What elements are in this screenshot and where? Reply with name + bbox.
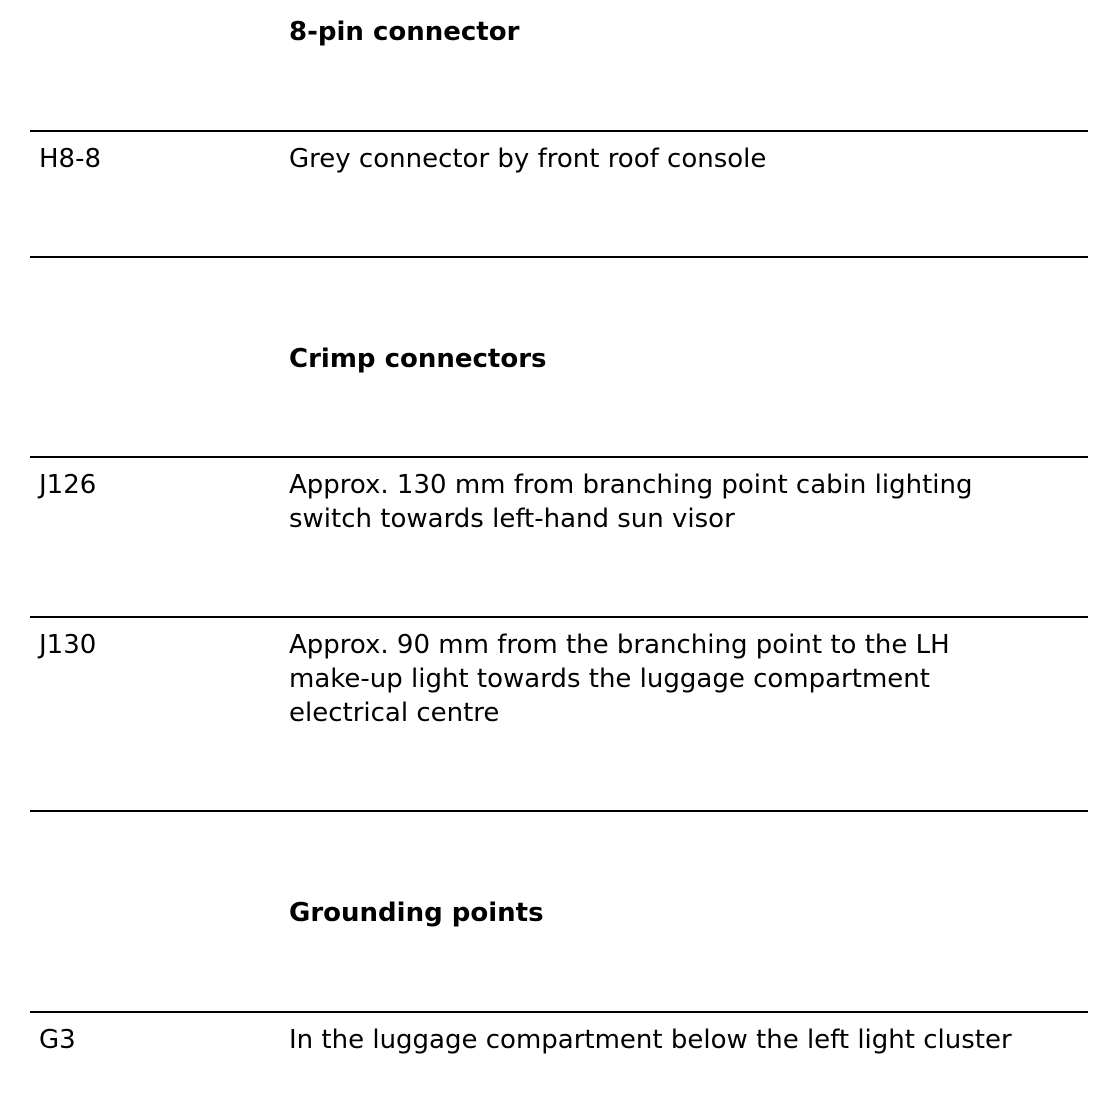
row-divider — [30, 616, 1088, 618]
grounding-description-g3 — [289, 1023, 1079, 1057]
section-heading-grounding-points: Grounding points — [289, 898, 544, 928]
row-divider — [30, 256, 1088, 258]
row-divider — [30, 810, 1088, 812]
description-line: electrical centre — [289, 698, 500, 728]
section-heading-crimp-connectors: Crimp connectors — [289, 344, 547, 374]
description-line: Grey connector by front roof console — [289, 144, 767, 174]
connector-code-h8-8: H8-8 — [39, 144, 102, 174]
connector-description-j130 — [289, 628, 1079, 730]
connector-description-h8-8 — [289, 142, 1079, 176]
connector-code-j130: J130 — [39, 630, 97, 660]
row-divider — [30, 1011, 1088, 1013]
row-divider — [30, 456, 1088, 458]
section-heading-8-pin-connector: 8-pin connector — [289, 17, 520, 47]
description-line: Approx. 130 mm from branching point cabin lighting — [289, 470, 973, 500]
description-line: Approx. 90 mm from the branching point to the LH — [289, 630, 950, 660]
row-divider — [30, 130, 1088, 132]
description-line: make-up light towards the luggage compartment — [289, 664, 930, 694]
connector-description-j126 — [289, 468, 1079, 536]
grounding-code-g3: G3 — [39, 1025, 76, 1055]
description-line: In the luggage compartment below the left light cluster — [289, 1025, 1012, 1055]
connector-code-j126: J126 — [39, 470, 97, 500]
description-line: switch towards left-hand sun visor — [289, 504, 735, 534]
